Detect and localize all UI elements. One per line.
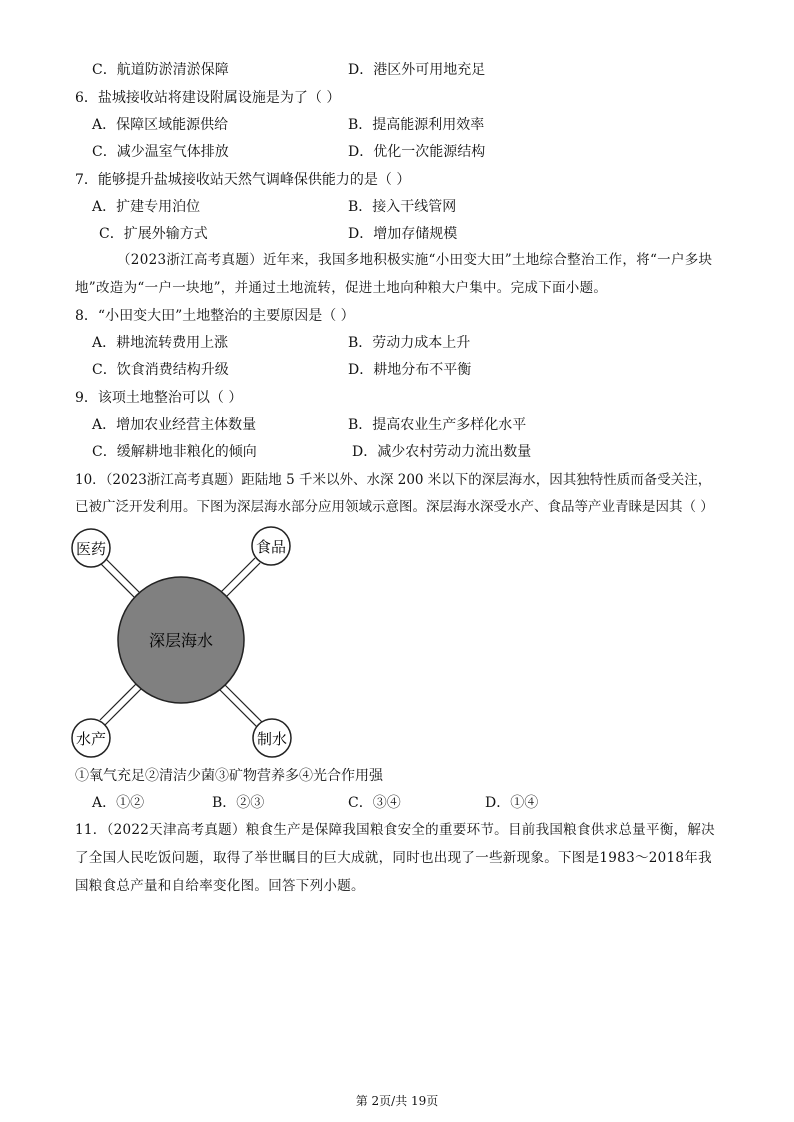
q8-stem: 8．“小田变大田”土地整治的主要原因是（ ） (75, 308, 355, 324)
page-footer: 第 2页/共 19页 (355, 1094, 439, 1108)
q6-stem: 6．盐城接收站将建设附属设施是为了（ ） (75, 90, 341, 106)
node-label-medicine: 医药 (75, 540, 107, 558)
node-label-water-making: 制水 (256, 730, 288, 748)
q8-option-c: C．饮食消费结构升级 (92, 362, 229, 378)
q8-option-d: D．耕地分布不平衡 (348, 362, 472, 378)
connector-bottom-right (221, 681, 262, 722)
center-label: 深层海水 (148, 631, 214, 650)
q7-stem: 7．能够提升盐城接收站天然气调峰保供能力的是（ ） (75, 172, 411, 188)
q9-option-b: B．提高农业生产多样化水平 (348, 417, 527, 433)
q10-option-a: A．①② (92, 795, 145, 811)
q10-stem-line2: 已被广泛开发利用。下图为深层海水部分应用领域示意图。深层海水深受水产、食品等产业青睐是因其（ ） (75, 499, 714, 515)
q9-option-a: A．增加农业经营主体数量 (92, 417, 257, 433)
deep-seawater-diagram (68, 526, 298, 762)
q7-option-a: A．扩建专用泊位 (92, 199, 201, 215)
q7-option-b: B．接入干线管网 (348, 199, 457, 215)
q7-option-c: C．扩展外输方式 (99, 226, 208, 242)
q8-option-a: A．耕地流转费用上涨 (92, 335, 229, 351)
passage-land-consolidation: （2023浙江高考真题）近年来，我国多地积极实施“小田变大田”土地综合整治工作，将“一户多块地”改造为“一户一块地”，并通过土地流转，促进土地向种粮大户集中。完成下面小题。 (75, 252, 713, 296)
q10-statements: ①氧气充足②清洁少菌③矿物营养多④光合作用强 (75, 768, 383, 784)
q10-option-d: D．①④ (485, 795, 539, 811)
q10-stem-line1: 10．（2023浙江高考真题）距陆地 5 千米以外、水深 200 米以下的深层海水，因其独特性质而备受关注， (75, 472, 712, 488)
q6-option-c: C．减少温室气体排放 (92, 144, 229, 160)
q9-option-d: D．减少农村劳动力流出数量 (352, 444, 532, 460)
q5-option-c: C．航道防淤清淤保障 (92, 62, 229, 78)
q8-option-b: B．劳动力成本上升 (348, 335, 471, 351)
q7-option-d: D．增加存储规模 (348, 226, 458, 242)
q10-option-c: C．③④ (348, 795, 401, 811)
q6-option-a: A．保障区域能源供给 (92, 117, 229, 133)
q6-option-d: D．优化一次能源结构 (348, 144, 486, 160)
q11-stem: 11．（2022天津高考真题）粮食生产是保障我国粮食安全的重要环节。目前我国粮食供求总量平衡，解决了全国人民吃饭问题，取得了举世瞩目的巨大成就，同时也出现了一些新现象。下图是1983～2018年我国粮食总产量和自给率变化图。回答下列小题。 (75, 822, 715, 894)
q9-stem: 9．该项土地整治可以（ ） (75, 390, 243, 406)
q5-option-d: D．港区外可用地充足 (348, 62, 486, 78)
node-label-food: 食品 (255, 538, 287, 556)
node-label-aquatic: 水产 (75, 730, 107, 748)
q6-option-b: B．提高能源利用效率 (348, 117, 485, 133)
q10-option-b: B．②③ (212, 795, 265, 811)
q9-option-c: C．缓解耕地非粮化的倾向 (92, 444, 257, 460)
connector-bottom-left (100, 679, 141, 720)
